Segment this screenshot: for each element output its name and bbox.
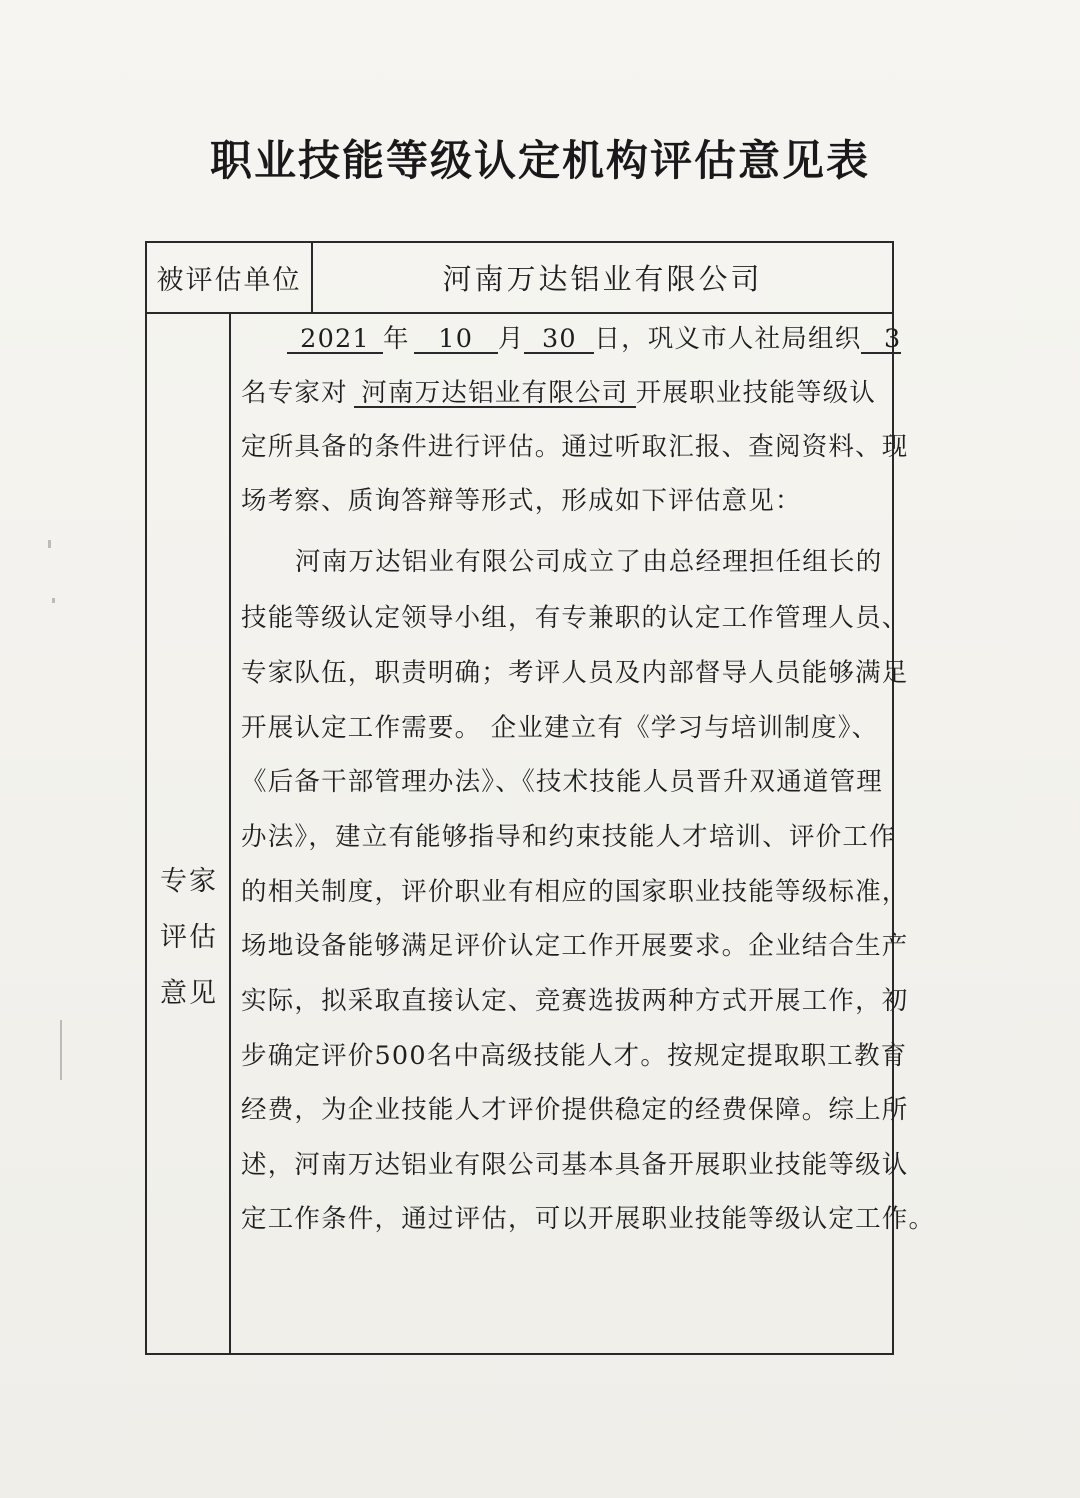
- scan-speck: [60, 1020, 62, 1080]
- month-fill: 10: [414, 326, 498, 354]
- document-title: 职业技能等级认定机构评估意见表: [209, 136, 870, 185]
- evaluated-unit-label: 被评估单位: [147, 243, 313, 312]
- opinion-label-line: 专家: [160, 866, 218, 897]
- day-suffix: 日，巩义市人社局组织: [594, 324, 862, 354]
- opinion-line: 实际，拟采取直接认定、竞赛选拔两种方式开展工作，初: [241, 986, 909, 1016]
- opinion-line: 定所具备的条件进行评估。通过听取汇报、查阅资料、现: [241, 432, 909, 462]
- opinion-line: 河南万达铝业有限公司成立了由总经理担任组长的: [295, 547, 883, 577]
- opinion-label-line: 意见: [160, 978, 218, 1009]
- day-fill: 30: [524, 326, 594, 354]
- evaluated-unit-value: 河南万达铝业有限公司: [442, 262, 763, 296]
- expert-opinion-label: [147, 314, 231, 1353]
- opinion-line: 专家队伍，职责明确；考评人员及内部督导人员能够满足: [241, 658, 909, 688]
- opinion-line: 《后备干部管理办法》、《技术技能人员晋升双通道管理: [241, 767, 884, 797]
- opinion-line-date: [287, 324, 902, 354]
- opinion-line: 开展认定工作需要。 企业建立有《学习与培训制度》、: [241, 713, 879, 743]
- year-fill: 2021: [287, 326, 383, 354]
- opinion-line: 步确定评价500名中高级技能人才。按规定提取职工教育: [241, 1041, 908, 1071]
- scan-speck: [48, 540, 51, 548]
- scan-speck: [52, 598, 55, 603]
- month-suffix: 月: [497, 324, 525, 354]
- expert-opinion-body: [231, 314, 936, 1353]
- opinion-line: 办法》，建立有能够指导和约束技能人才培训、评价工作: [241, 822, 896, 852]
- opinion-line-2: [241, 378, 891, 408]
- line2-prefix: 名专家对: [241, 378, 348, 408]
- opinion-line: 场考察、质询答辩等形式，形成如下评估意见：: [241, 486, 802, 516]
- evaluated-unit-row: [147, 243, 892, 314]
- year-suffix: 年: [383, 324, 410, 354]
- opinion-line: 技能等级认定领导小组，有专兼职的认定工作管理人员、: [241, 603, 909, 633]
- opinion-line: 定工作条件，通过评估，可以开展职业技能等级认定工作。: [241, 1204, 936, 1234]
- evaluation-form-table: [145, 241, 936, 1355]
- opinion-line: 经费，为企业技能人才评价提供稳定的经费保障。综上所: [241, 1095, 909, 1125]
- opinion-line: 场地设备能够满足评价认定工作开展要求。企业结合生产: [241, 931, 909, 961]
- opinion-label-line: 评估: [160, 922, 218, 953]
- opinion-line: 述，河南万达铝业有限公司基本具备开展职业技能等级认: [241, 1150, 909, 1180]
- expert-count-fill: 3: [861, 326, 901, 354]
- opinion-line: 的相关制度，评价职业有相应的国家职业技能等级标准，: [241, 877, 909, 907]
- company-fill: 河南万达铝业有限公司: [354, 380, 636, 408]
- line2-suffix: 开展职业技能等级认: [635, 378, 877, 408]
